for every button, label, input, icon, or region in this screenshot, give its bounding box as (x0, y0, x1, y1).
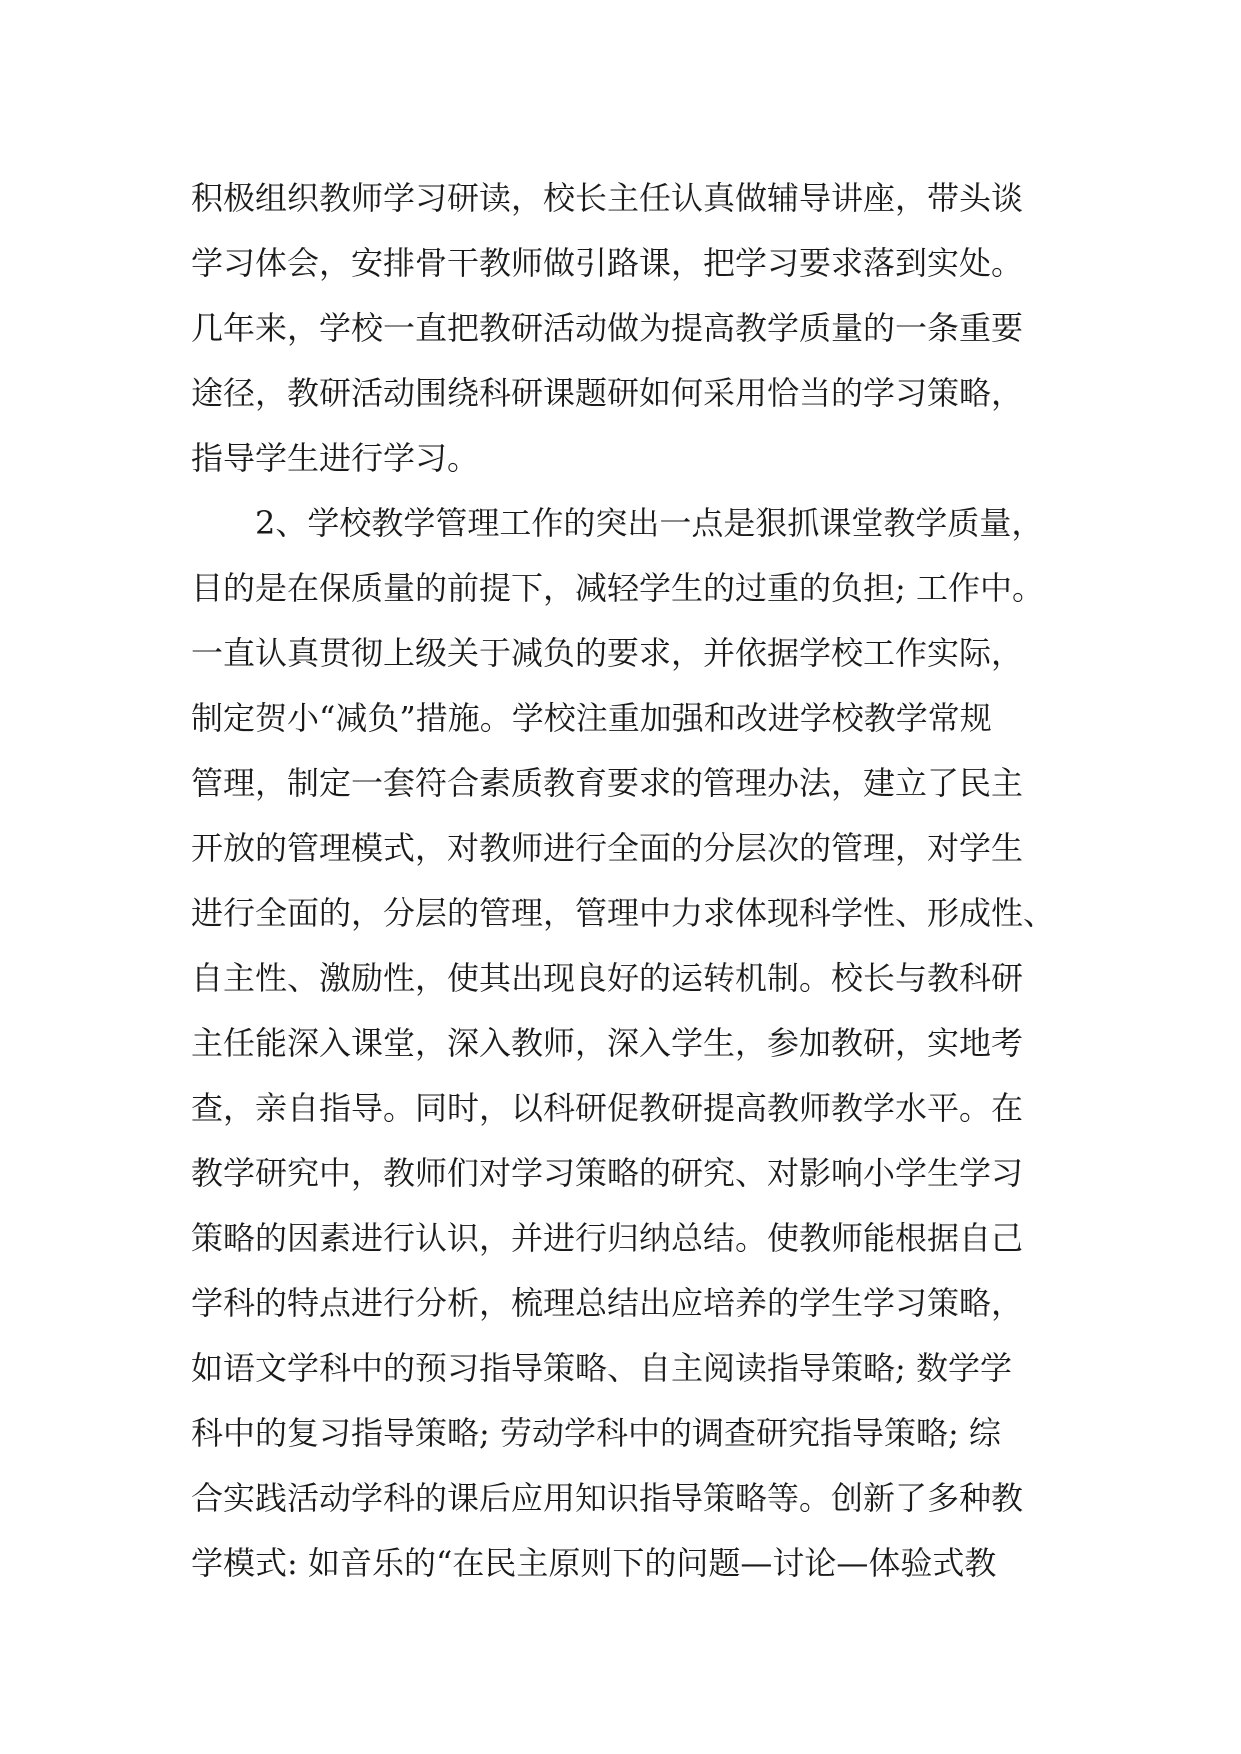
text-line: 合实践活动学科的课后应用知识指导策略等。创新了多种教 (191, 1479, 1024, 1517)
text-line: 科中的复习指导策略; 劳动学科中的调查研究指导策略; 综 (191, 1414, 1001, 1452)
text-line: 教学研究中，教师们对学习策略的研究、对影响小学生学习 (191, 1154, 1024, 1192)
text-line: 如语文学科中的预习指导策略、自主阅读指导策略; 数学学 (191, 1349, 1012, 1387)
text-line: 途径，教研活动围绕科研课题研如何采用恰当的学习策略， (191, 374, 1024, 412)
text-line: 几年来，学校一直把教研活动做为提高教学质量的一条重要 (191, 309, 1024, 347)
text-line: 学模式: 如音乐的“在民主原则下的问题—讨论—体验式教 (191, 1544, 997, 1582)
text-line: 开放的管理模式，对教师进行全面的分层次的管理，对学生 (191, 829, 1024, 867)
text-line: 主任能深入课堂，深入教师，深入学生，参加教研，实地考 (191, 1024, 1024, 1062)
text-line: 策略的因素进行认识，并进行归纳总结。使教师能根据自己 (191, 1219, 1024, 1257)
text-line: 进行全面的，分层的管理，管理中力求体现科学性、形成性、 (191, 894, 1056, 932)
text-line: 制定贺小“减负”措施。学校注重加强和改进学校教学常规 (191, 699, 992, 737)
text-line: 自主性、激励性，使其出现良好的运转机制。校长与教科研 (191, 959, 1024, 997)
text-line: 管理，制定一套符合素质教育要求的管理办法，建立了民主 (191, 764, 1024, 802)
text-line: 学习体会，安排骨干教师做引路课，把学习要求落到实处。 (191, 244, 1024, 282)
body-text (191, 166, 1061, 1596)
paragraph-start-line: 2、学校教学管理工作的突出一点是狠抓课堂教学质量， (255, 504, 1044, 542)
text-line: 查，亲自指导。同时，以科研促教研提高教师教学水平。在 (191, 1089, 1024, 1127)
text-line: 指导学生进行学习。 (191, 439, 480, 477)
text-line: 一直认真贯彻上级关于减负的要求，并依据学校工作实际， (191, 634, 1024, 672)
text-line: 目的是在保质量的前提下，减轻学生的过重的负担; 工作中。 (191, 569, 1044, 607)
text-line: 学科的特点进行分析，梳理总结出应培养的学生学习策略， (191, 1284, 1024, 1322)
text-line: 积极组织教师学习研读，校长主任认真做辅导讲座，带头谈 (191, 179, 1024, 217)
